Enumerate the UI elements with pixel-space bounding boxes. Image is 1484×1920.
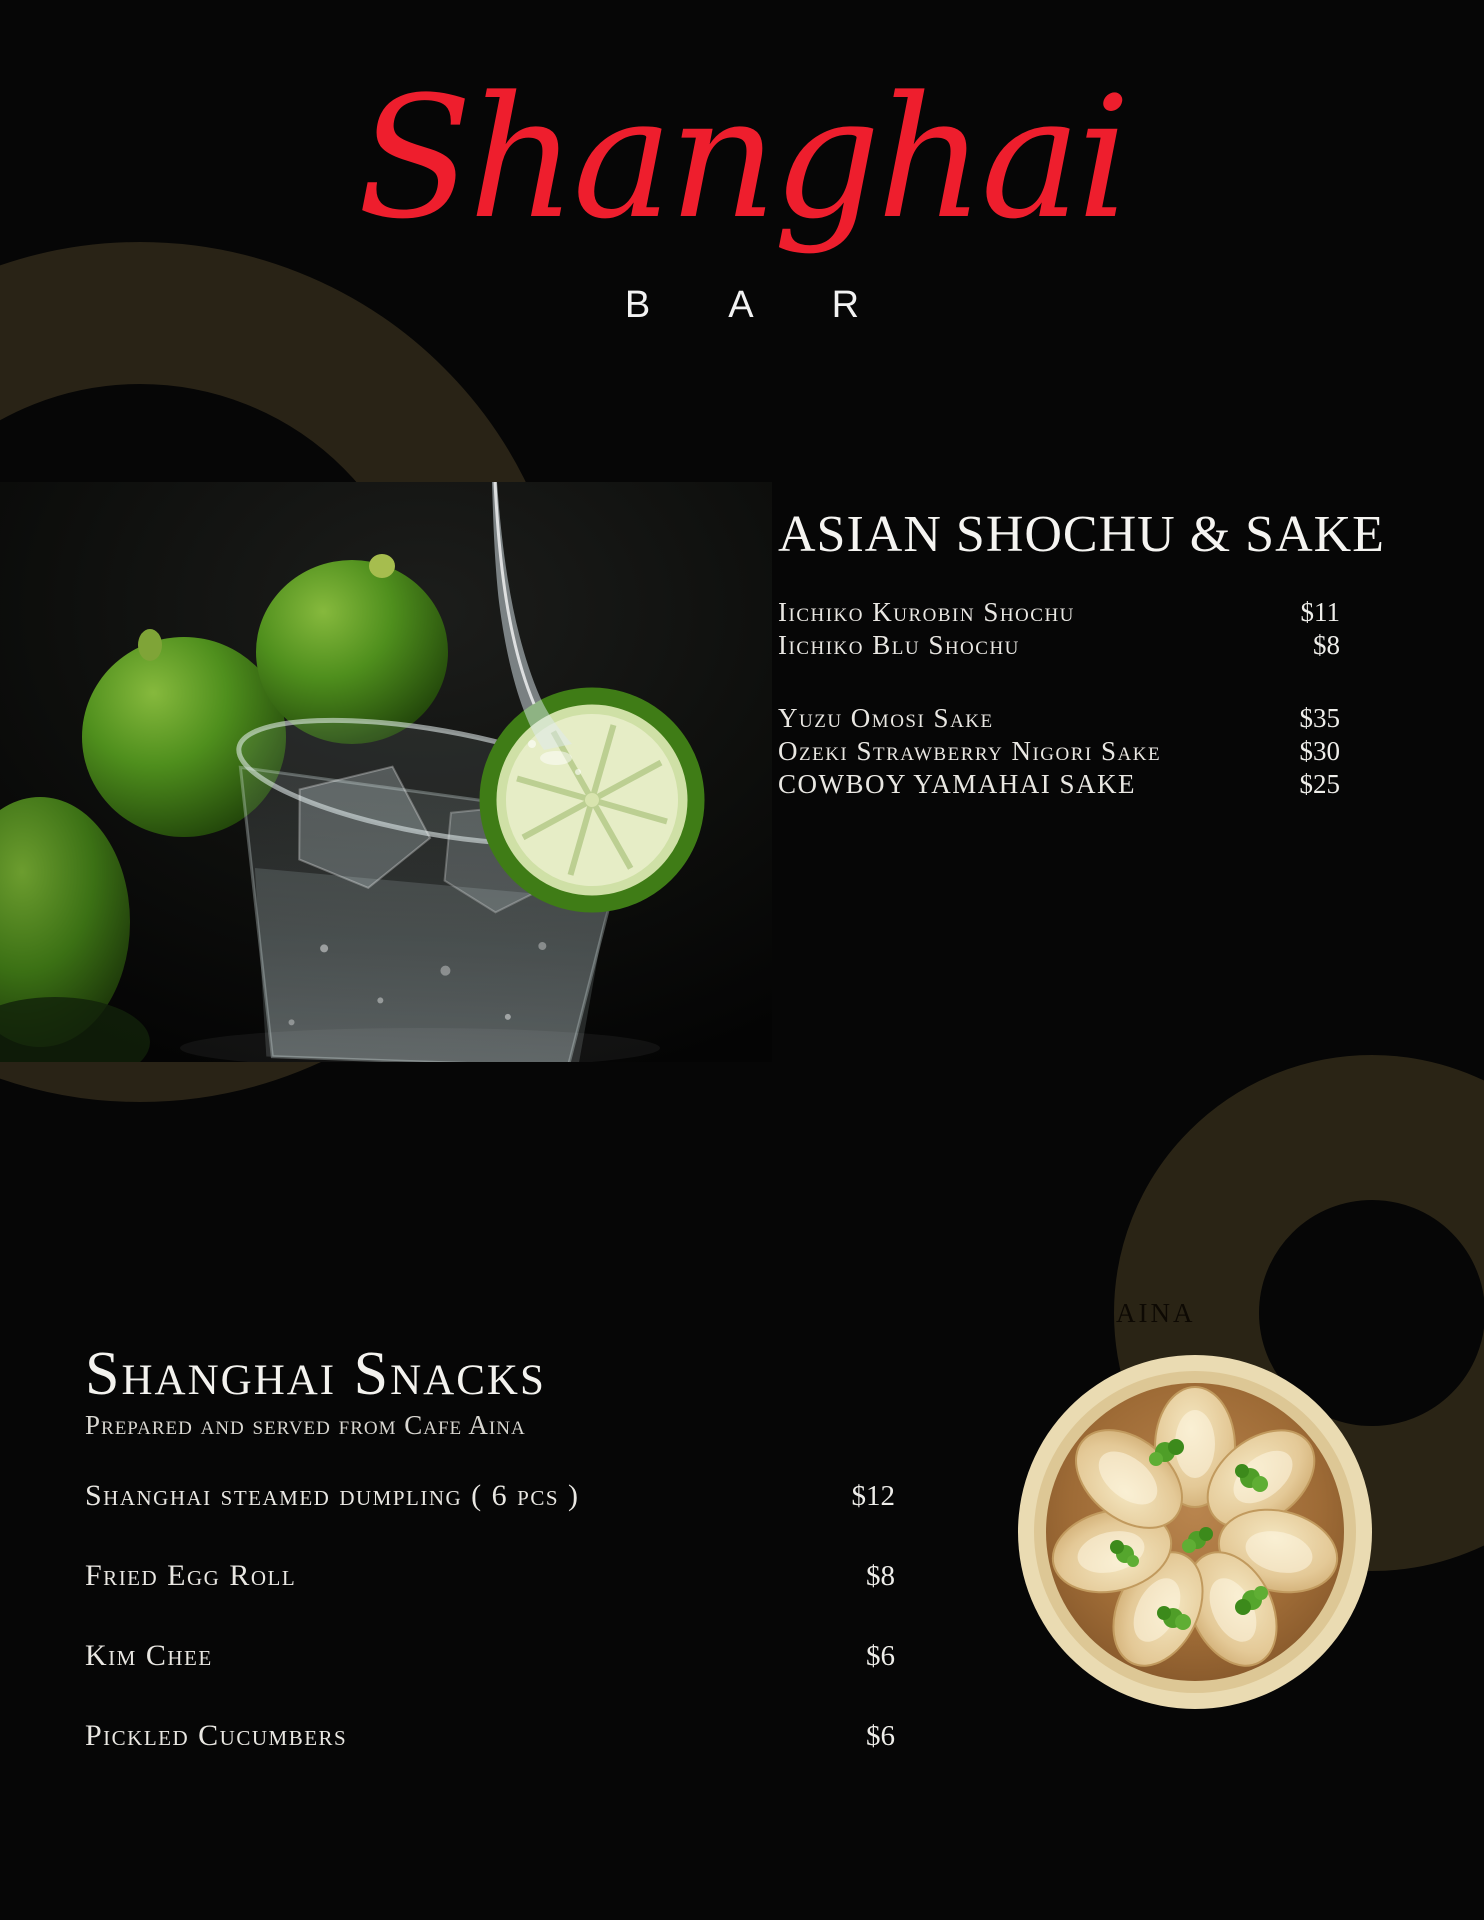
brand-word-bar: BAR bbox=[624, 284, 938, 326]
menu-item-row bbox=[85, 1480, 895, 1512]
item-name: Iichiko Kurobin Shochu bbox=[778, 597, 1075, 627]
item-price: $12 bbox=[851, 1480, 895, 1512]
item-price: $6 bbox=[866, 1640, 895, 1672]
item-price: $30 bbox=[1299, 736, 1340, 766]
item-name: Ozeki Strawberry Nigori Sake bbox=[778, 736, 1162, 766]
menu-item-row bbox=[778, 629, 1340, 662]
shochu-section bbox=[778, 505, 1385, 801]
menu-item-row bbox=[778, 596, 1340, 629]
brand-script-logo: Shanghai bbox=[357, 60, 1127, 256]
item-name: Fried Egg Roll bbox=[85, 1559, 297, 1592]
snacks-section-title: Shanghai Snacks bbox=[85, 1340, 546, 1408]
snacks-section-subtitle: Prepared and served from Cafe Aina bbox=[85, 1410, 526, 1440]
menu-item-row bbox=[85, 1720, 895, 1752]
menu-item-row bbox=[85, 1640, 895, 1672]
item-price: $8 bbox=[866, 1560, 895, 1592]
item-name: Iichiko Blu Shochu bbox=[778, 630, 1020, 660]
dumpling-illustration bbox=[1015, 1352, 1375, 1712]
cafe-aina-watermark: AINA bbox=[1116, 1298, 1196, 1328]
item-price: $11 bbox=[1300, 597, 1340, 627]
item-name: COWBOY YAMAHAI SAKE bbox=[778, 769, 1136, 799]
item-name: Kim Chee bbox=[85, 1639, 213, 1672]
item-name: Pickled Cucumbers bbox=[85, 1719, 348, 1752]
menu-item-row bbox=[85, 1560, 895, 1592]
snacks-section bbox=[85, 1340, 895, 1800]
shochu-item-list bbox=[778, 596, 1340, 801]
item-name: Yuzu Omosi Sake bbox=[778, 703, 994, 733]
item-price: $35 bbox=[1299, 703, 1340, 733]
menu-item-row bbox=[778, 768, 1340, 801]
menu-item-row bbox=[778, 735, 1340, 768]
item-name: Shanghai steamed dumpling ( 6 pcs ) bbox=[85, 1479, 580, 1512]
snacks-item-list bbox=[85, 1480, 895, 1752]
item-price: $6 bbox=[866, 1720, 895, 1752]
drink-photo bbox=[0, 482, 772, 1062]
drink-photo-art bbox=[0, 482, 772, 1062]
menu-item-row bbox=[778, 702, 1340, 735]
item-price: $8 bbox=[1313, 630, 1340, 660]
shochu-section-title: ASIAN SHOCHU & SAKE bbox=[778, 506, 1385, 563]
item-price: $25 bbox=[1299, 769, 1340, 799]
dumpling-art bbox=[1015, 1352, 1375, 1712]
